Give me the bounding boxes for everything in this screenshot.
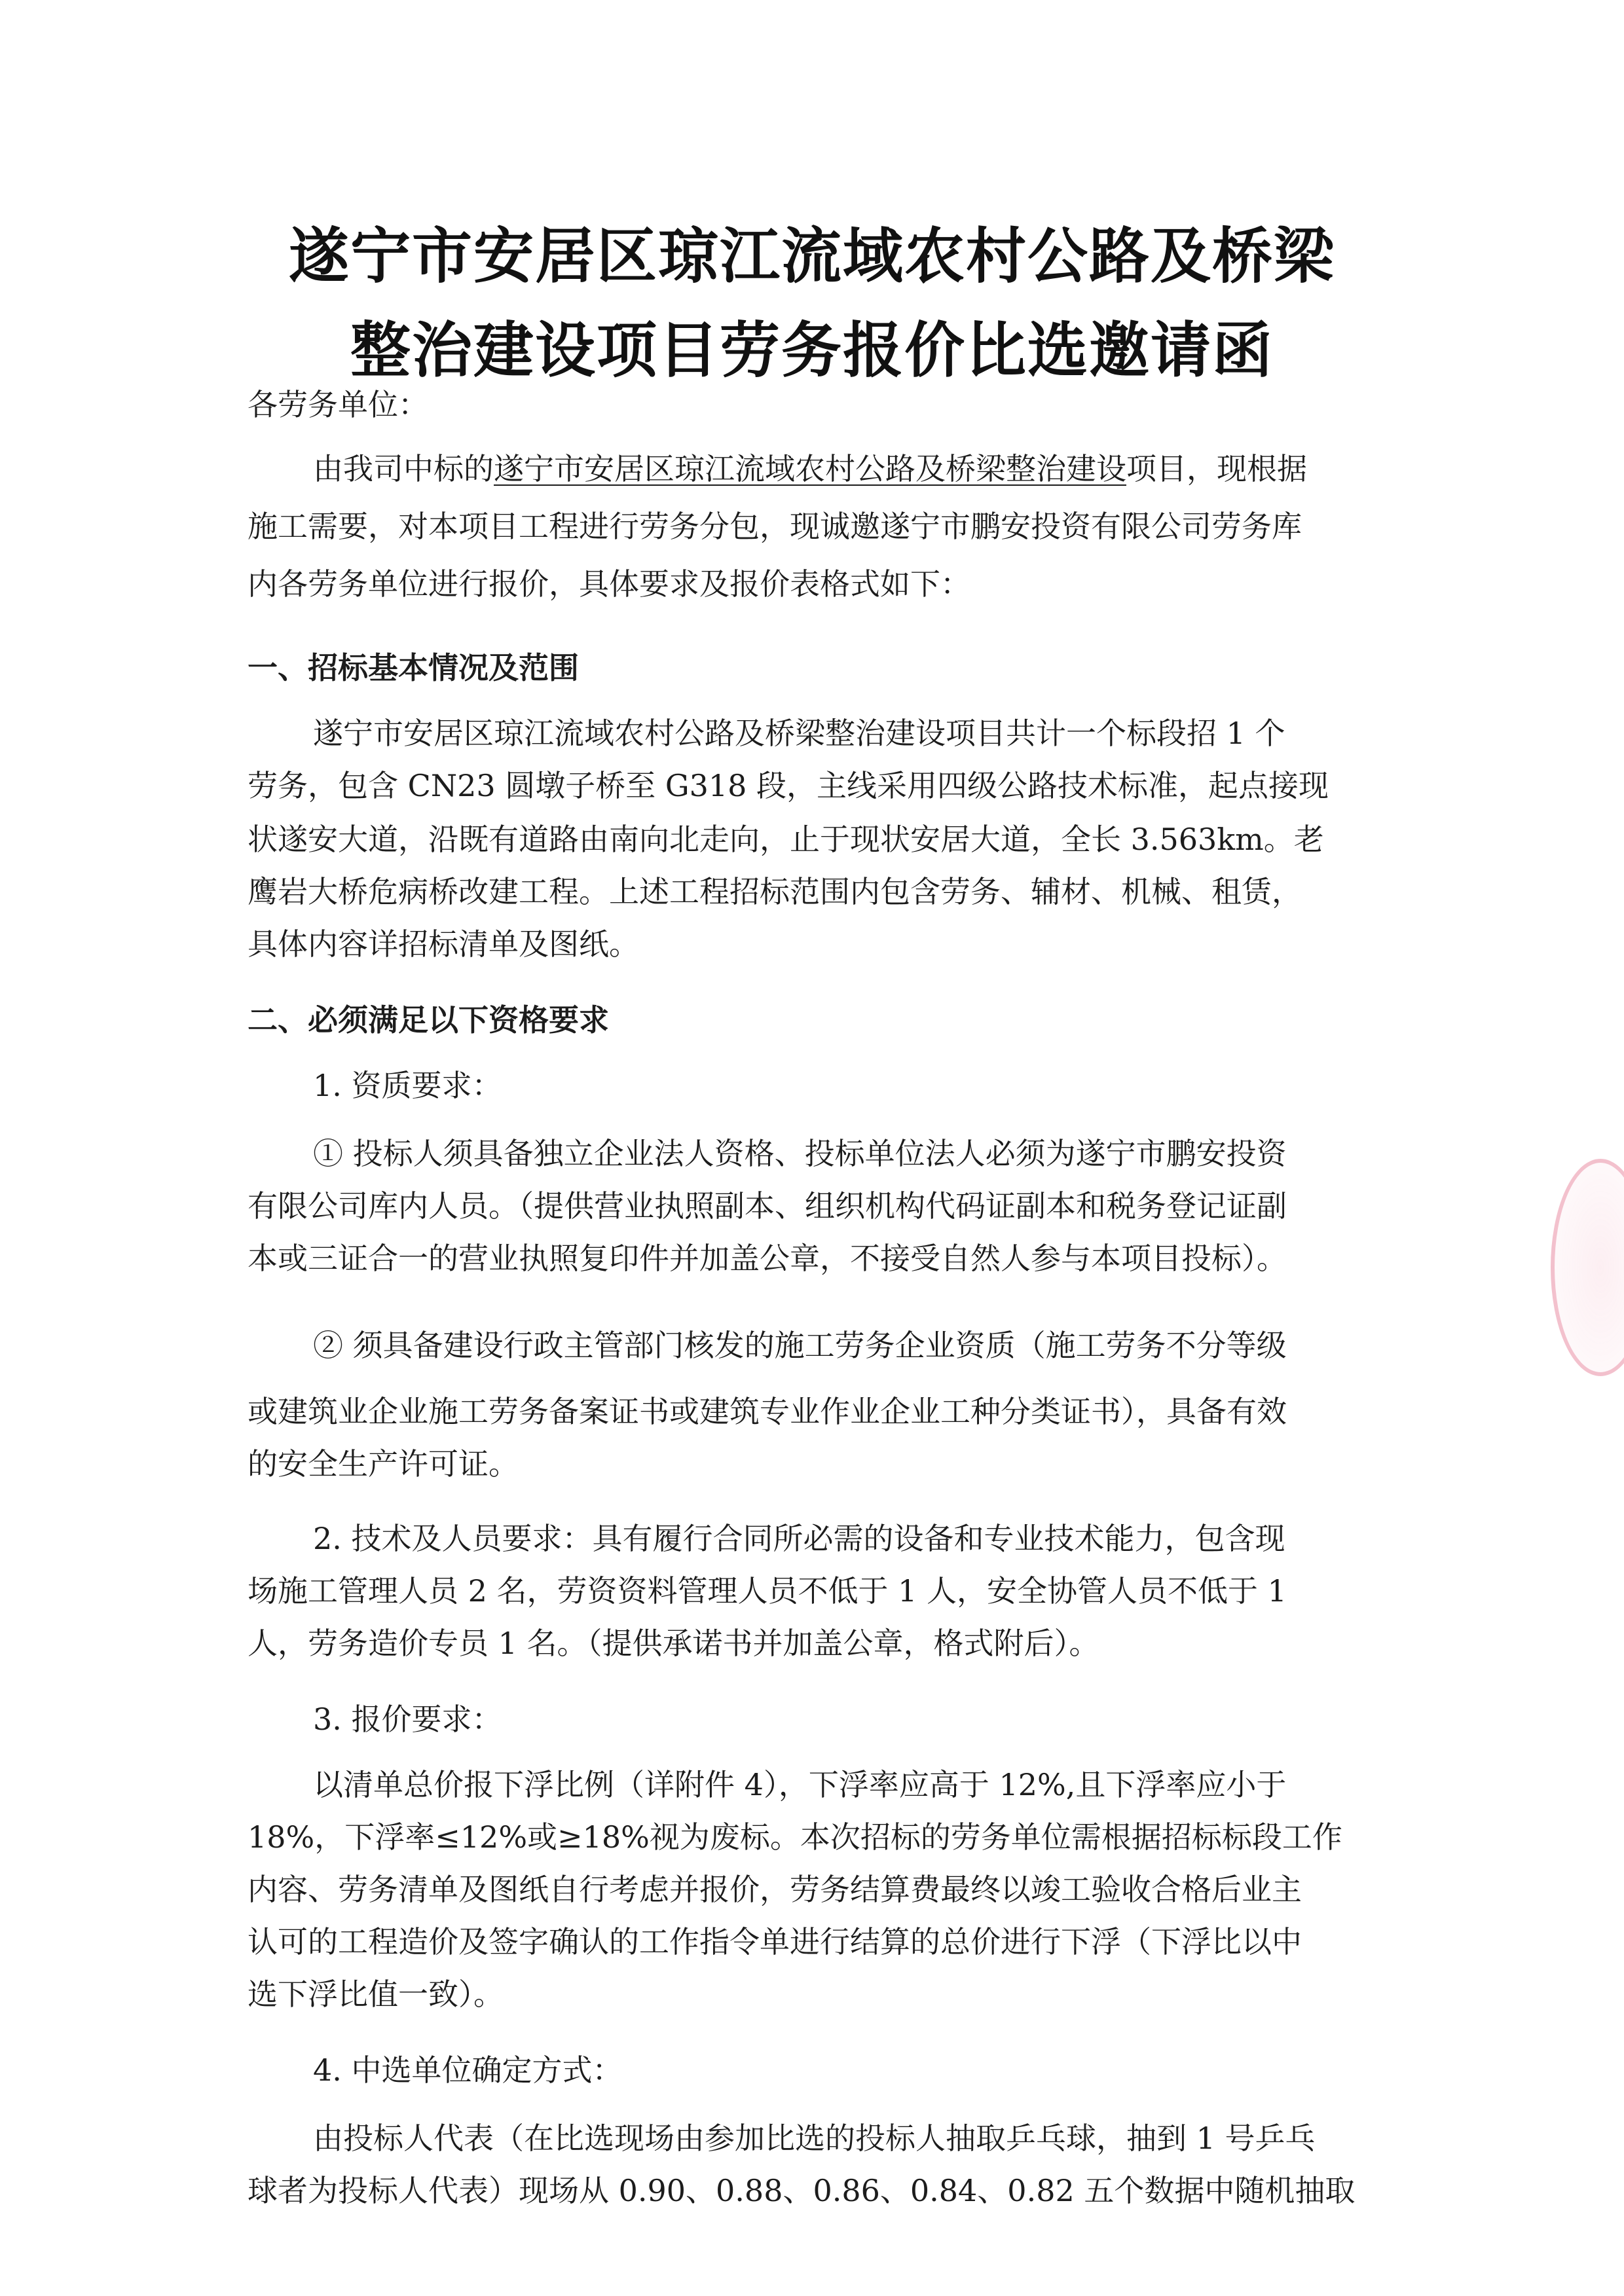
item-3-line: 选下浮比值一致）。 (248, 1977, 504, 2012)
section-1-line: 状遂安大道，沿既有道路由南向北走向，止于现状安居大道，全长 3.563km。老 (248, 822, 1324, 857)
item-3-line: 认可的工程造价及签字确认的工作指令单进行结算的总价进行下浮（下浮比以中 (248, 1924, 1302, 1959)
item-1b-line: 的安全生产许可证。 (248, 1446, 519, 1482)
item-1a-line: 本或三证合一的营业执照复印件并加盖公章，不接受自然人参与本项目投标）。 (248, 1241, 1287, 1276)
item-1a-line: ① 投标人须具备独立企业法人资格、投标单位法人必须为遂宁市鹏安投资 (313, 1136, 1287, 1171)
item-2-line: 场施工管理人员 2 名，劳资资料管理人员不低于 1 人，安全协管人员不低于 1 (248, 1573, 1287, 1609)
item-1-title: 1. 资质要求： (313, 1068, 502, 1103)
item-1b-line: 或建筑业企业施工劳务备案证书或建筑专业作业企业工种分类证书），具备有效 (248, 1394, 1287, 1429)
item-2-line: 2. 技术及人员要求：具有履行合同所必需的设备和专业技术能力，包含现 (313, 1521, 1285, 1556)
item-4-title: 4. 中选单位确定方式： (313, 2052, 623, 2088)
intro-line-1 (313, 449, 1307, 488)
document-title-line-2: 整治建设项目劳务报价比选邀请函 (350, 316, 1274, 386)
project-name-underlined: 遂宁市安居区琼江流域农村公路及桥梁整治建设 (494, 451, 1126, 486)
item-1a-line: 有限公司库内人员。（提供营业执照副本、组织机构代码证副本和税务登记证副 (248, 1188, 1287, 1224)
item-4-line: 由投标人代表（在比选现场由参加比选的投标人抽取乒乓球，抽到 1 号乒乓 (313, 2121, 1316, 2156)
section-1-line: 遂宁市安居区琼江流域农村公路及桥梁整治建设项目共计一个标段招 1 个 (313, 716, 1285, 751)
intro-line-2: 施工需要，对本项目工程进行劳务分包，现诚邀遂宁市鹏安投资有限公司劳务库 (248, 509, 1302, 544)
intro-line-3: 内各劳务单位进行报价，具体要求及报价表格式如下： (248, 566, 970, 602)
item-3-line: 内容、劳务清单及图纸自行考虑并报价，劳务结算费最终以竣工验收合格后业主 (248, 1872, 1302, 1907)
item-4-line: 球者为投标人代表）现场从 0.90、0.88、0.86、0.84、0.82 五个数据中随机抽取 (248, 2173, 1356, 2208)
intro-suffix: 项目，现根据 (1126, 451, 1307, 486)
item-1b-line: ② 须具备建设行政主管部门核发的施工劳务企业资质（施工劳务不分等级 (313, 1328, 1287, 1363)
section-1-line: 劳务，包含 CN23 圆墩子桥至 G318 段，主线采用四级公路技术标准，起点接现 (248, 768, 1329, 803)
section-1-line: 具体内容详招标清单及图纸。 (248, 926, 639, 962)
item-3-title: 3. 报价要求： (313, 1702, 502, 1737)
salutation: 各劳务单位： (248, 387, 428, 422)
document-title-line-1: 遂宁市安居区琼江流域农村公路及桥梁 (288, 221, 1335, 291)
seal-stamp-edge (1551, 1159, 1624, 1376)
section-1-line: 鹰岩大桥危病桥改建工程。上述工程招标范围内包含劳务、辅材、机械、租赁， (248, 874, 1302, 909)
item-3-line: 以清单总价报下浮比例（详附件 4），下浮率应高于 12%,且下浮率应小于 (313, 1767, 1287, 1802)
intro-prefix: 由我司中标的 (313, 451, 494, 486)
section-1-heading: 一、招标基本情况及范围 (248, 650, 579, 685)
section-2-heading: 二、必须满足以下资格要求 (248, 1002, 609, 1038)
item-3-line: 18%，下浮率≤12%或≥18%视为废标。本次招标的劳务单位需根据招标标段工作 (248, 1819, 1342, 1855)
item-2-line: 人，劳务造价专员 1 名。（提供承诺书并加盖公章，格式附后）。 (248, 1626, 1099, 1661)
